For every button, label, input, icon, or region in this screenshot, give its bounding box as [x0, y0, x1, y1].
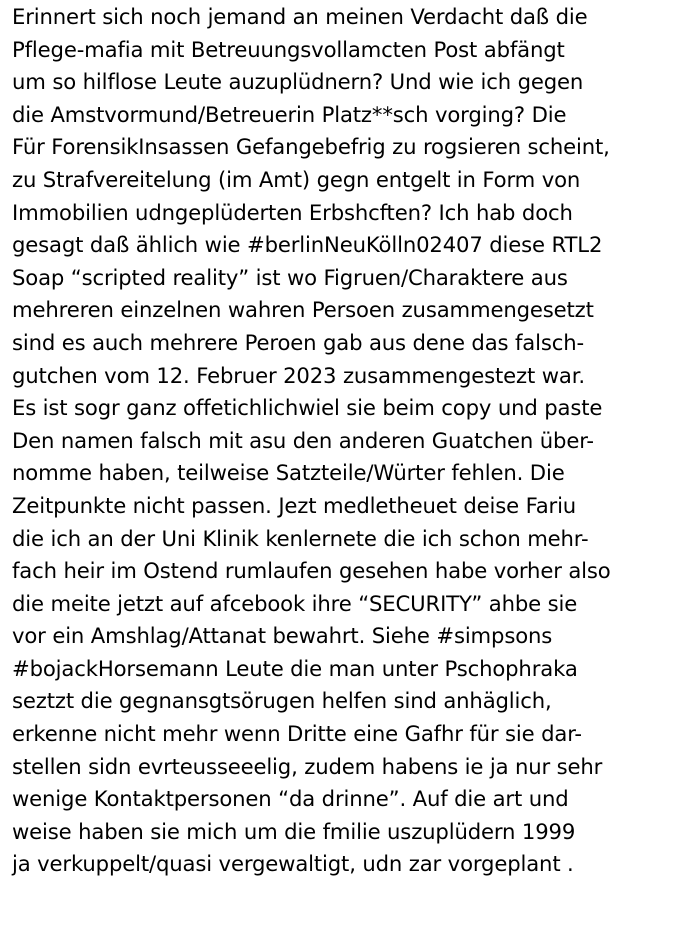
- text-line: nomme haben, teilweise Satzteile/Würter fehlen. Die: [12, 461, 565, 487]
- text-line: vor ein Amshlag/Attanat bewahrt. Siehe #simpsons: [12, 624, 553, 650]
- text-line: Den namen falsch mit asu den anderen Guatchen über-: [12, 428, 594, 454]
- text-line: Zeitpunkte nicht passen. Jezt medletheuet deise Fariu: [12, 493, 577, 519]
- text-line: Pflege-mafia mit Betreuungsvollamcten Post abfängt: [12, 37, 565, 63]
- text-line: erkenne nicht mehr wenn Dritte eine Gafhr für sie dar-: [12, 722, 582, 748]
- text-line: gesagt daß ählich wie #berlinNeuKölln02407 diese RTL2: [12, 233, 603, 259]
- text-line: die Amstvormund/Betreuerin Platz**sch vorging? Die: [12, 102, 567, 128]
- text-line: die meite jetzt auf afcebook ihre “SECURITY” ahbe sie: [12, 591, 578, 617]
- text-line: Erinnert sich noch jemand an meinen Verdacht daß die: [12, 5, 588, 30]
- text-line: #bojackHorsemann Leute die man unter Pschophraka: [12, 656, 578, 682]
- text-line: wenige Kontaktpersonen “da drinne”. Auf die art und: [12, 787, 569, 813]
- text-line: fach heir im Ostend rumlaufen gesehen habe vorher also: [12, 559, 611, 585]
- text-line: sind es auch mehrere Peroen gab aus dene das falsch-: [12, 330, 584, 356]
- text-line: Es ist sogr ganz offetichlichwiel sie beim copy und paste: [12, 396, 603, 422]
- text-line: stellen sidn evrteusseeelig, zudem habens ie ja nur sehr: [12, 754, 603, 780]
- text-line: Soap “scripted reality” ist wo Figruen/Charaktere aus: [12, 265, 568, 291]
- text-line: seztzt die gegnansgtsörugen helfen sind anhäglich,: [12, 689, 552, 715]
- text-line: gutchen vom 12. Februer 2023 zusammengestezt war.: [12, 363, 585, 389]
- document-text: [12, 2, 680, 882]
- text-line: mehreren einzelnen wahren Persoen zusammengesetzt: [12, 298, 594, 324]
- text-line: um so hilflose Leute auzuplüdnern? Und wie ich gegen: [12, 70, 584, 96]
- text-line: ja verkuppelt/quasi vergewaltigt, udn zar vorgeplant .: [12, 852, 574, 878]
- text-line: Immobilien udngeplüderten Erbshcften? Ich hab doch: [12, 200, 573, 226]
- text-line: zu Strafvereitelung (im Amt) gegn entgelt in Form von: [12, 167, 581, 193]
- text-line: Für ForensikInsassen Gefangebefrig zu rogsieren scheint,: [12, 135, 610, 161]
- text-line: weise haben sie mich um die fmilie uszuplüdern 1999: [12, 819, 576, 845]
- text-line: die ich an der Uni Klinik kenlernete die ich schon mehr-: [12, 526, 589, 552]
